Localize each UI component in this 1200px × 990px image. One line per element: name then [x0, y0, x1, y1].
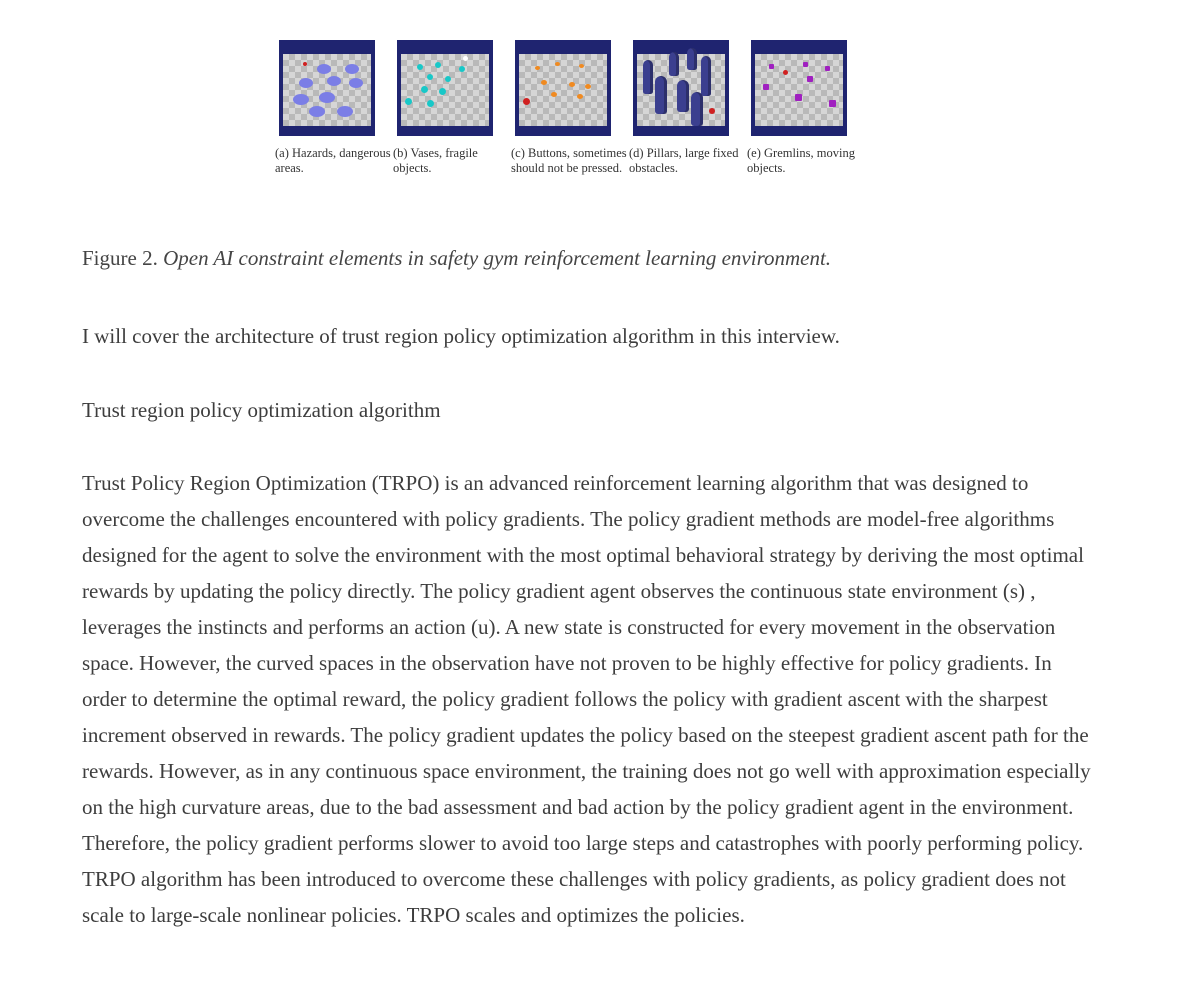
hazard-marker	[345, 64, 359, 74]
figure-panel-pillars	[633, 40, 729, 136]
hazard-marker	[309, 106, 325, 117]
figure-panel-buttons	[515, 40, 611, 136]
button-marker	[579, 64, 584, 68]
pillar-obstacle	[691, 92, 703, 126]
gremlin-marker	[803, 62, 808, 67]
vase-marker	[417, 64, 423, 70]
gremlin-marker	[763, 84, 769, 90]
vase-marker	[445, 76, 451, 82]
agent-marker	[783, 70, 788, 75]
gremlin-marker	[795, 94, 802, 101]
button-marker	[551, 92, 557, 97]
gremlin-marker	[829, 100, 836, 107]
section-heading: Trust region policy optimization algorithm	[82, 398, 441, 422]
figure-strip	[275, 40, 875, 210]
button-marker	[555, 62, 560, 66]
panel-caption-vases: (b) Vases, fragile objects.	[393, 146, 478, 175]
gremlin-marker	[807, 76, 813, 82]
vase-marker	[459, 66, 465, 72]
vase-marker	[421, 86, 428, 93]
hazard-marker	[349, 78, 363, 88]
figure-panel-hazards	[279, 40, 375, 136]
panel-caption-buttons: (c) Buttons, sometimes should not be pressed.	[511, 146, 627, 175]
figure-label: Figure 2.	[82, 246, 158, 270]
pillar-obstacle	[701, 56, 711, 96]
agent-marker	[709, 108, 715, 114]
hazard-marker	[319, 92, 335, 103]
vase-marker	[427, 74, 433, 80]
gremlin-marker	[769, 64, 774, 69]
panel-caption-hazards: (a) Hazards, dangerous areas.	[275, 146, 391, 175]
panel-caption-pillars: (d) Pillars, large fixed obstacles.	[629, 146, 739, 175]
figure-caption	[82, 246, 831, 271]
checkerboard-floor	[519, 54, 607, 126]
button-marker	[541, 80, 547, 85]
hazard-marker	[327, 76, 341, 86]
button-marker	[535, 66, 540, 70]
figure-panel-vases	[397, 40, 493, 136]
vase-marker	[439, 88, 446, 95]
button-marker	[585, 84, 591, 89]
gremlin-marker	[825, 66, 830, 71]
pillar-obstacle	[677, 80, 689, 112]
hazard-marker	[337, 106, 353, 117]
panel-caption-gremlins: (e) Gremlins, moving objects.	[747, 146, 855, 175]
hazard-marker	[317, 64, 331, 74]
pillar-obstacle	[643, 60, 653, 94]
vase-marker	[435, 62, 441, 68]
hazard-marker	[299, 78, 313, 88]
vase-marker	[405, 98, 412, 105]
pillar-obstacle	[655, 76, 667, 114]
button-marker	[569, 82, 575, 87]
pillar-obstacle	[669, 52, 679, 76]
agent-marker	[303, 62, 307, 66]
vase-marker	[427, 100, 434, 107]
body-paragraph: Trust Policy Region Optimization (TRPO) is an advanced reinforcement learning algorithm that was designed to overcome the challenges encountered with policy gradients. The policy gradient methods are model-free algorithms designed for the agent to solve the environment with the most optimal behavioral strategy by deriving the most optimal rewards by updating the policy directly. The policy gradient agent observes the continuous state environment (s) , leverages the instincts and performs an action (u). A new state is constructed for every movement in the observation space. However, the curved spaces in the observation have not proven to be highly effective for policy gradients. In order to determine the optimal reward, the policy gradient follows the policy with gradient ascent with the sharpest increment observed in rewards. The policy gradient updates the policy based on the steepest gradient ascent path for the rewards. However, as in any continuous space environment, the training does not go well with approximation especially on the high curvature areas, due to the bad assessment and bad action by the policy gradient agent in the environment. Therefore, the policy gradient performs slower to avoid too large steps and catastrophes with poorly performing policy. TRPO algorithm has been introduced to overcome these challenges with policy gradients, as policy gradient does not scale to large-scale nonlinear policies. TRPO scales and optimizes the policies.	[82, 471, 1091, 927]
hazard-marker	[293, 94, 309, 105]
pillar-obstacle	[687, 48, 697, 70]
vase-marker	[463, 56, 468, 61]
agent-marker	[523, 98, 530, 105]
intro-paragraph: I will cover the architecture of trust region policy optimization algorithm in this interview.	[82, 324, 840, 348]
figure-caption-text: Open AI constraint elements in safety gym reinforcement learning environment.	[163, 246, 832, 270]
button-marker	[577, 94, 583, 99]
figure-panel-gremlins	[751, 40, 847, 136]
